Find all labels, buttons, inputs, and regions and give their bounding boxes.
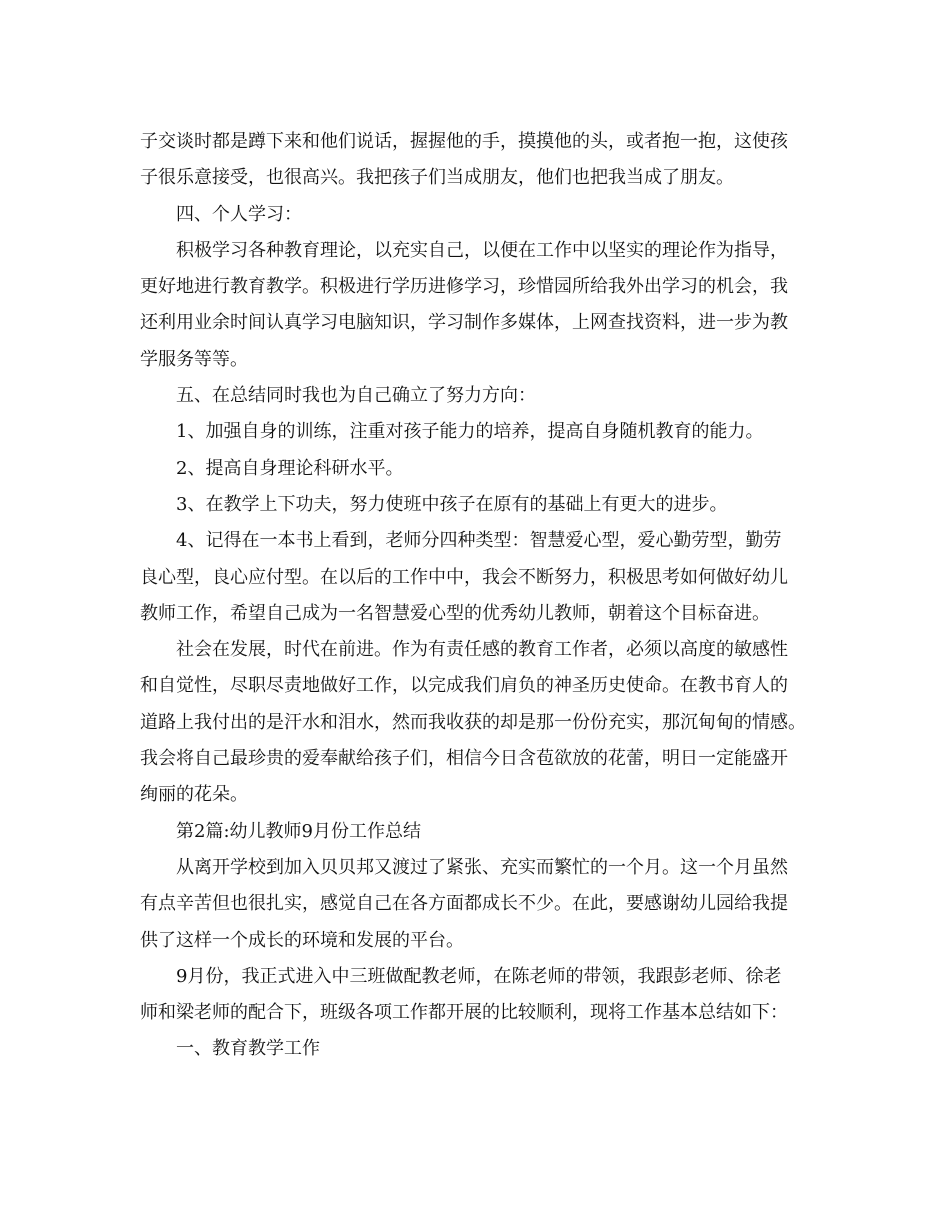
text-line: 良心型，良心应付型。在以后的工作中中，我会不断努力，积极思考如何做好幼儿 xyxy=(140,566,788,588)
text-line: 学服务等等。 xyxy=(140,348,248,370)
text-line: 4、记得在一本书上看到，老师分四种类型：智慧爱心型，爱心勤劳型，勤劳 xyxy=(176,530,782,552)
text-line: 道路上我付出的是汗水和泪水，然而我收获的却是那一份份充实，那沉甸甸的情感。 xyxy=(140,711,806,733)
document-body xyxy=(140,124,820,1068)
text-line: 更好地进行教育教学。积极进行学历进修学习，珍惜园所给我外出学习的机会，我 xyxy=(140,276,788,298)
text-line: 教师工作，希望自己成为一名智慧爱心型的优秀幼儿教师，朝着这个目标奋进。 xyxy=(140,602,770,624)
text-line: 第2篇:幼儿教师9月份工作总结 xyxy=(176,820,421,842)
text-line: 四、个人学习： xyxy=(176,203,302,225)
text-line: 子很乐意接受，也很高兴。我把孩子们当成朋友，他们也把我当成了朋友。 xyxy=(140,167,734,189)
text-line: 供了这样一个成长的环境和发展的平台。 xyxy=(140,929,464,951)
text-line: 五、在总结同时我也为自己确立了努力方向： xyxy=(176,385,536,407)
text-line: 一、教育教学工作 xyxy=(176,1038,320,1060)
text-line: 还利用业余时间认真学习电脑知识，学习制作多媒体，上网查找资料，进一步为教 xyxy=(140,312,788,334)
text-line: 9月份，我正式进入中三班做配教老师，在陈老师的带领，我跟彭老师、徐老 xyxy=(176,965,782,987)
text-line: 从离开学校到加入贝贝邦又渡过了紧张、充实而繁忙的一个月。这一个月虽然 xyxy=(176,856,788,878)
text-line: 和自觉性，尽职尽责地做好工作，以完成我们肩负的神圣历史使命。在教书育人的 xyxy=(140,675,788,697)
text-line: 2、提高自身理论科研水平。 xyxy=(176,457,404,479)
text-line: 1、加强自身的训练，注重对孩子能力的培养，提高自身随机教育的能力。 xyxy=(176,421,764,443)
text-line: 子交谈时都是蹲下来和他们说话，握握他的手，摸摸他的头，或者抱一抱，这使孩 xyxy=(140,131,788,152)
text-line: 有点辛苦但也很扎实，感觉自己在各方面都成长不少。在此，要感谢幼儿园给我提 xyxy=(140,893,788,915)
text-line: 师和梁老师的配合下，班级各项工作都开展的比较顺利，现将工作基本总结如下： xyxy=(140,1002,788,1024)
text-line: 3、在教学上下功夫，努力使班中孩子在原有的基础上有更大的进步。 xyxy=(176,493,728,515)
text-line: 积极学习各种教育理论，以充实自己，以便在工作中以坚实的理论作为指导， xyxy=(176,239,788,261)
text-line: 我会将自己最珍贵的爱奉献给孩子们，相信今日含苞欲放的花蕾，明日一定能盛开 xyxy=(140,748,788,770)
text-line: 社会在发展，时代在前进。作为有责任感的教育工作者，必须以高度的敏感性 xyxy=(176,639,788,661)
text-line: 绚丽的花朵。 xyxy=(140,784,248,806)
